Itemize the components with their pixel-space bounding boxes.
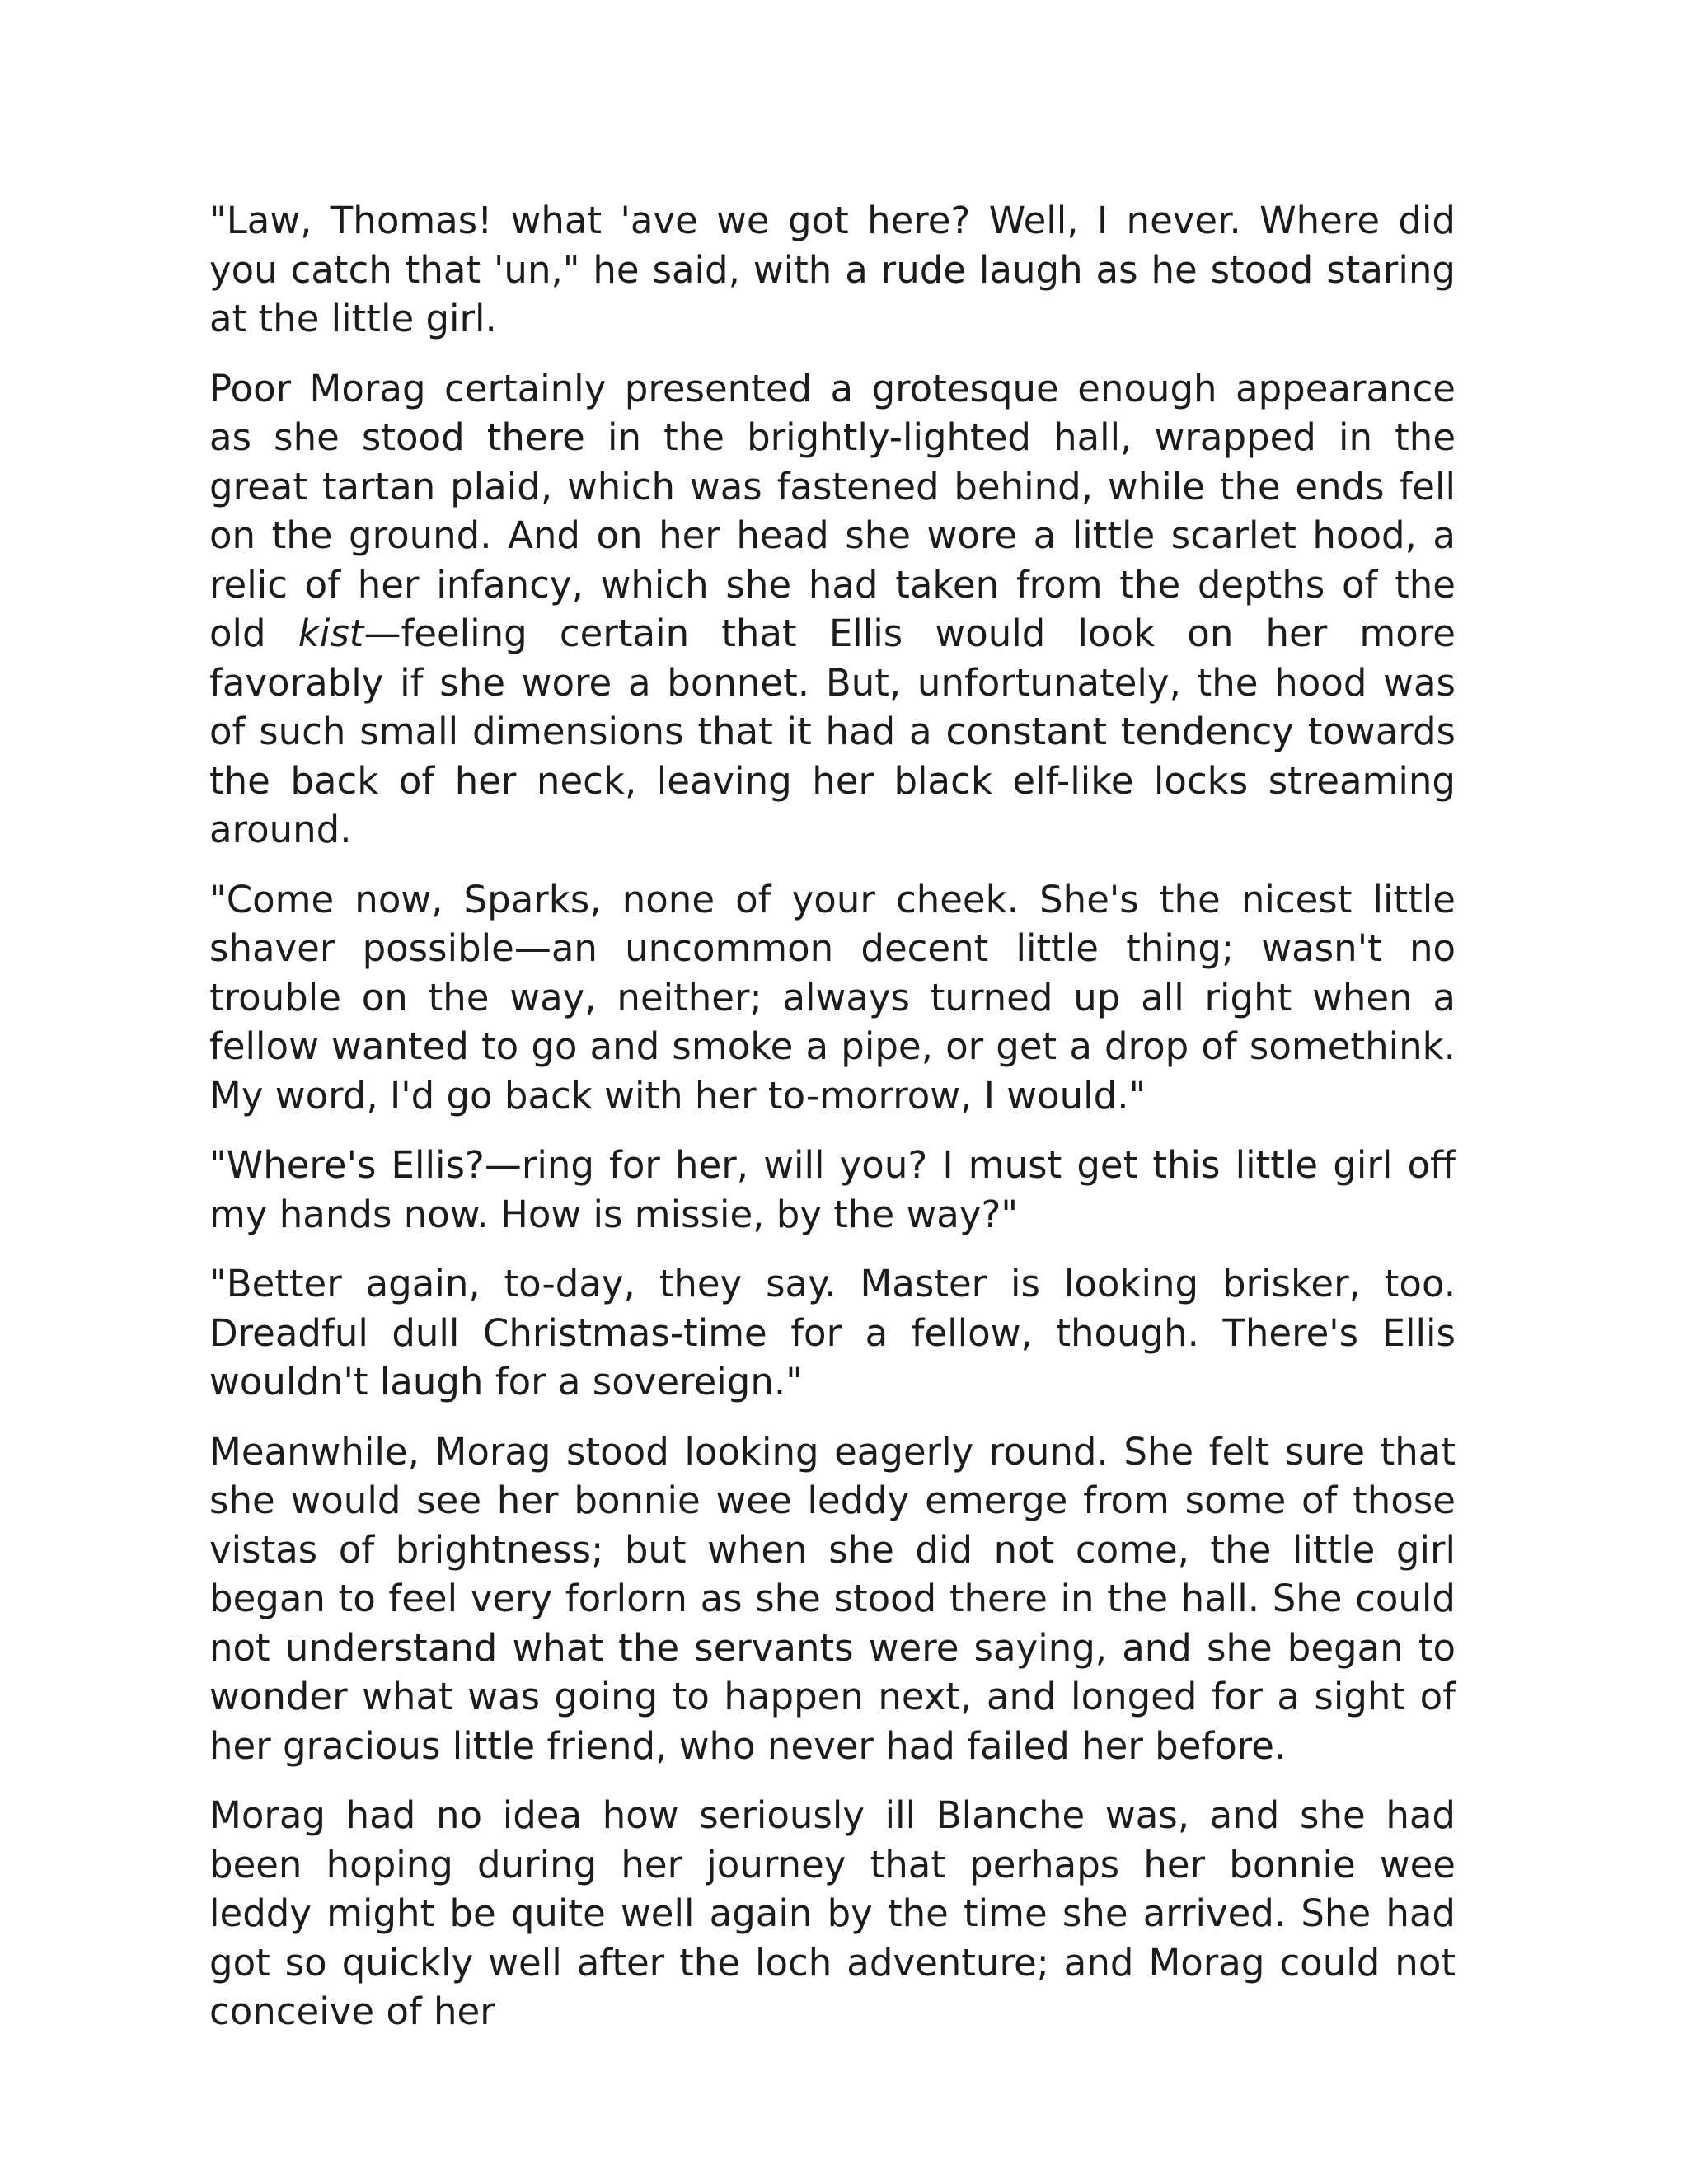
paragraph-2-text-after: —feeling certain that Ellis would look on her more favorably if she wore a bonnet. But, unfortunately, the hood was of such small dimensions that it had a constant tendency towards the back of her neck, leaving her black elf-like locks streaming around. xyxy=(209,612,1456,851)
paragraph-7: Morag had no idea how seriously ill Blanche was, and she had been hoping during her journey that perhaps her bonnie wee leddy might be quite well again by the time she arrived. She had got so quickly well after the loch adventure; and Morag could not conceive of her xyxy=(209,1793,1456,2033)
paragraph-4: "Where's Ellis?—ring for her, will you? I must get this little girl off my hands now. How is missie, by the way?" xyxy=(209,1143,1456,1236)
paragraph-1: "Law, Thomas! what 'ave we got here? Well, I never. Where did you catch that 'un," he said, with a rude laugh as he stood staring at the little girl. xyxy=(209,199,1456,340)
emphasis-kist: kist xyxy=(298,612,364,655)
paragraph-2 xyxy=(209,364,1456,855)
paragraph-2-text-before: Poor Morag certainly presented a grotesque enough appearance as she stood there in the brightly-lighted hall, wrapped in the great tartan plaid, which was fastened behind, while the ends fell on the ground. And on her head she wore a little scarlet hood, a relic of her infancy, which she had taken from the depths of the old xyxy=(209,366,1456,655)
paragraph-6: Meanwhile, Morag stood looking eagerly round. She felt sure that she would see her bonnie wee leddy emerge from some of those vistas of brightness; but when she did not come, the little girl began to feel very forlorn as she stood there in the hall. She could not understand what the servants were saying, and she began to wonder what was going to happen next, and longed for a sight of her gracious little friend, who never had failed her before. xyxy=(209,1429,1456,1768)
paragraph-3: "Come now, Sparks, none of your cheek. She's the nicest little shaver possible—an uncommon decent little thing; wasn't no trouble on the way, neither; always turned up all right when a fellow wanted to go and smoke a pipe, or get a drop of somethink. My word, I'd go back with her to-morrow, I would." xyxy=(209,877,1456,1118)
paragraph-5: "Better again, to-day, they say. Master is looking brisker, too. Dreadful dull Christmas-time for a fellow, though. There's Ellis wouldn't laugh for a sovereign." xyxy=(209,1262,1456,1404)
body-text xyxy=(209,196,1456,2057)
